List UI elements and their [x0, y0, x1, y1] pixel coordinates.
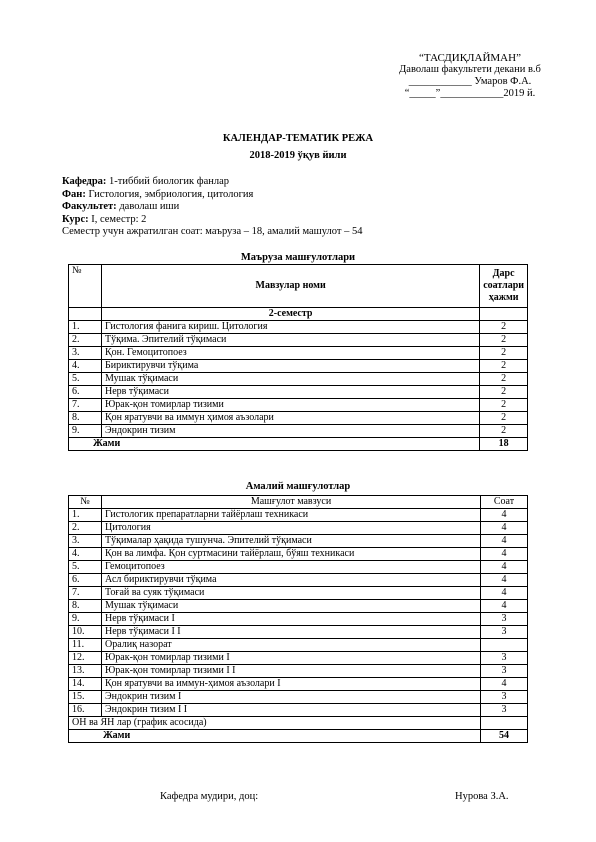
cell-hours	[481, 639, 528, 652]
cell-hours: 4	[481, 548, 528, 561]
cell-num: 11.	[69, 639, 102, 652]
cell-num: 8.	[69, 412, 102, 425]
lectures-col-hours: Дарс соатлари ҳажми	[480, 265, 528, 308]
cell-num: 5.	[69, 561, 102, 574]
cell-hours: 4	[481, 600, 528, 613]
practicals-title: Амалий машғулотлар	[245, 481, 351, 492]
table-row	[69, 321, 528, 334]
cell-hours: 4	[481, 522, 528, 535]
cell-num: 6.	[69, 386, 102, 399]
cell-hours: 2	[480, 321, 528, 334]
cell-topic: Юрак-қон томирлар тизими I	[102, 652, 481, 665]
cell-num: 2.	[69, 522, 102, 535]
cell-topic: Оралиқ назорат	[102, 639, 481, 652]
practicals-header-row	[69, 496, 528, 509]
practicals-col-hours: Соат	[481, 496, 528, 509]
cell-hours: 2	[480, 386, 528, 399]
practicals-body	[69, 509, 528, 717]
table-row	[69, 425, 528, 438]
practicals-total-value: 54	[481, 730, 528, 743]
cell-topic: Гистологик препаратларни тайёрлаш техникаси	[102, 509, 481, 522]
cell-num: 3.	[69, 535, 102, 548]
practicals-col-topic: Машғулот мавзуси	[102, 496, 481, 509]
lectures-total-label: Жами	[69, 438, 480, 451]
lectures-col-topic: Мавзулар номи	[102, 265, 480, 308]
cell-num: 5.	[69, 373, 102, 386]
practicals-total-label: Жами	[69, 730, 481, 743]
cell-topic: Эндокрин тизим I	[102, 691, 481, 704]
cell-hours: 2	[480, 399, 528, 412]
table-row	[69, 509, 528, 522]
document-title: КАЛЕНДАР-ТЕМАТИК РЕЖА	[222, 133, 374, 144]
cell-hours: 3	[481, 626, 528, 639]
approval-signature-line: ____________ Умаров Ф.А.	[408, 76, 532, 87]
approval-stamp-text: “ТАСДИҚЛАЙМАН”	[419, 52, 521, 64]
cell-topic: Тўқима. Эпителий тўқимаси	[102, 334, 480, 347]
lectures-total-row	[69, 438, 528, 451]
cell-topic: Нерв тўқимаси I I	[102, 626, 481, 639]
academic-year: 2018-2019 ўқув йили	[249, 150, 347, 161]
approval-date-line: “_____”____________2019 й.	[404, 88, 536, 99]
practicals-extra-row	[69, 717, 528, 730]
cell-topic: Нерв тўқимаси	[102, 386, 480, 399]
cell-hours: 3	[481, 613, 528, 626]
cell-num: 2.	[69, 334, 102, 347]
cell-topic: Мушак тўқимаси	[102, 373, 480, 386]
table-row	[69, 639, 528, 652]
table-row	[69, 360, 528, 373]
meta-fan: Фан: Гистология, эмбриология, цитология	[62, 188, 254, 200]
cell-num: 7.	[69, 399, 102, 412]
lectures-col-num: №	[69, 265, 102, 308]
footer-head-name: Нурова З.А.	[455, 791, 509, 802]
cell-topic: Цитология	[102, 522, 481, 535]
cell-num: 14.	[69, 678, 102, 691]
cell-hours: 2	[480, 360, 528, 373]
table-row	[69, 412, 528, 425]
table-row	[69, 704, 528, 717]
cell-num: 4.	[69, 360, 102, 373]
cell-topic: Асл бириктирувчи тўқима	[102, 574, 481, 587]
cell-topic: Эндокрин тизим	[102, 425, 480, 438]
table-row	[69, 665, 528, 678]
cell-num: 15.	[69, 691, 102, 704]
cell-topic: Қон яратувчи ва иммун ҳимоя аъзолари	[102, 412, 480, 425]
meta-hours: Семестр учун ажратилган соат: маъруза – 18, амалий машулот – 54	[62, 226, 363, 237]
cell-topic: Юрак-қон томирлар тизими	[102, 399, 480, 412]
practicals-total-row	[69, 730, 528, 743]
table-row	[69, 691, 528, 704]
cell-topic: Қон яратувчи ва иммун-ҳимоя аъзолари I	[102, 678, 481, 691]
table-row	[69, 334, 528, 347]
practicals-extra-label: ОН ва ЯН лар (график асосида)	[69, 717, 481, 730]
cell-topic: Тоғай ва суяк тўқимаси	[102, 587, 481, 600]
cell-topic: Нерв тўқимаси I	[102, 613, 481, 626]
cell-hours: 4	[481, 535, 528, 548]
table-row	[69, 600, 528, 613]
table-row	[69, 574, 528, 587]
cell-topic: Гистология фанига кириш. Цитология	[102, 321, 480, 334]
table-row	[69, 652, 528, 665]
lectures-title: Маъруза машғулотлари	[240, 252, 356, 263]
cell-topic: Бириктирувчи тўқима	[102, 360, 480, 373]
cell-hours: 3	[481, 691, 528, 704]
lectures-header-row	[69, 265, 528, 308]
cell-num: 13.	[69, 665, 102, 678]
practicals-table	[68, 495, 528, 743]
table-row	[69, 626, 528, 639]
cell-topic: Гемоцитопоез	[102, 561, 481, 574]
table-row	[69, 522, 528, 535]
meta-kafedra: Кафедра: 1-тиббий биологик фанлар	[62, 176, 229, 187]
lectures-body	[69, 321, 528, 438]
cell-hours: 4	[481, 574, 528, 587]
table-row	[69, 613, 528, 626]
table-row	[69, 347, 528, 360]
table-row	[69, 548, 528, 561]
lectures-table	[68, 264, 528, 451]
course-meta	[62, 176, 363, 239]
table-row	[69, 587, 528, 600]
cell-hours: 3	[481, 652, 528, 665]
cell-num: 4.	[69, 548, 102, 561]
cell-hours: 3	[481, 704, 528, 717]
table-row	[69, 386, 528, 399]
approval-block	[370, 52, 570, 100]
cell-topic: Қон ва лимфа. Қон суртмасини тайёрлаш, бўяш техникаси	[102, 548, 481, 561]
table-row	[69, 678, 528, 691]
lectures-total-value: 18	[480, 438, 528, 451]
cell-hours: 2	[480, 412, 528, 425]
cell-topic: Юрак-қон томирлар тизими I I	[102, 665, 481, 678]
cell-hours: 2	[480, 347, 528, 360]
cell-num: 16.	[69, 704, 102, 717]
cell-num: 10.	[69, 626, 102, 639]
cell-hours: 4	[481, 587, 528, 600]
cell-hours: 2	[480, 373, 528, 386]
footer-head-title: Кафедра мудири, доц:	[160, 791, 259, 802]
cell-hours: 4	[481, 509, 528, 522]
cell-num: 6.	[69, 574, 102, 587]
cell-hours: 4	[481, 561, 528, 574]
practicals-col-num: №	[69, 496, 102, 509]
cell-num: 8.	[69, 600, 102, 613]
cell-topic: Эндокрин тизим I I	[102, 704, 481, 717]
cell-hours: 4	[481, 678, 528, 691]
cell-topic: Тўқималар ҳақида тушунча. Эпителий тўқимаси	[102, 535, 481, 548]
meta-faculty: Факультет: даволаш иши	[62, 201, 180, 212]
cell-num: 7.	[69, 587, 102, 600]
table-row	[69, 561, 528, 574]
approval-dean-title: Даволаш факультети декани в.б	[399, 64, 541, 75]
table-row	[69, 373, 528, 386]
cell-hours: 2	[480, 425, 528, 438]
cell-num: 9.	[69, 425, 102, 438]
cell-num: 1.	[69, 509, 102, 522]
cell-hours: 2	[480, 334, 528, 347]
cell-topic: Мушак тўқимаси	[102, 600, 481, 613]
cell-num: 9.	[69, 613, 102, 626]
meta-course: Курс: I, семестр: 2	[62, 213, 147, 225]
table-row	[69, 535, 528, 548]
cell-hours: 3	[481, 665, 528, 678]
cell-num: 1.	[69, 321, 102, 334]
cell-topic: Қон. Гемоцитопоез	[102, 347, 480, 360]
lectures-semester-row	[69, 308, 528, 321]
table-row	[69, 399, 528, 412]
semester-label: 2-семестр	[102, 308, 480, 321]
cell-num: 3.	[69, 347, 102, 360]
cell-num: 12.	[69, 652, 102, 665]
